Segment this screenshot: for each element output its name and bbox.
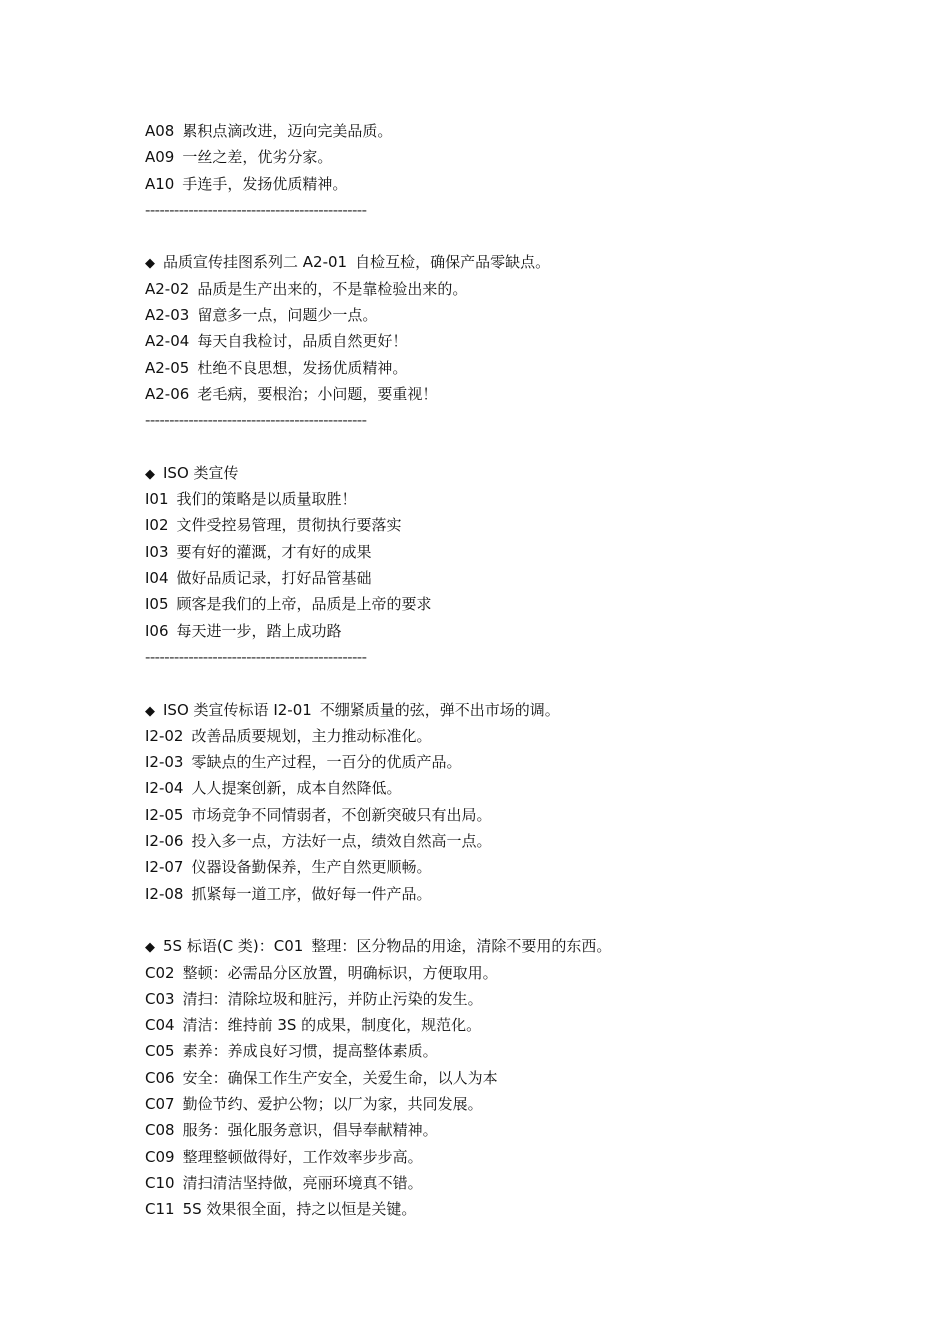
list-item bbox=[145, 144, 865, 170]
item-text: 人人提案创新，成本自然降低。 bbox=[191, 779, 402, 798]
item-code: A10 bbox=[145, 174, 175, 193]
list-item bbox=[145, 828, 865, 854]
diamond-bullet-icon: ◆ bbox=[145, 256, 155, 272]
list-item bbox=[145, 1117, 865, 1143]
spacer bbox=[145, 670, 865, 696]
spacer bbox=[145, 223, 865, 249]
item-text: 每天自我检讨，品质自然更好！ bbox=[197, 332, 408, 351]
item-code: I2-06 bbox=[145, 832, 184, 851]
diamond-bullet-icon: ◆ bbox=[145, 703, 155, 719]
item-code: A08 bbox=[145, 122, 175, 140]
list-item bbox=[145, 854, 865, 880]
item-code: I2-03 bbox=[145, 753, 184, 772]
list-item bbox=[145, 512, 865, 538]
item-code: I2-05 bbox=[145, 805, 184, 824]
item-code: C08 bbox=[145, 1121, 175, 1140]
list-item bbox=[145, 486, 865, 512]
item-text: 累积点滴改进，迈向完美品质。 bbox=[182, 122, 393, 140]
item-code: C05 bbox=[145, 1042, 175, 1061]
list-item bbox=[145, 565, 865, 591]
section-heading: ISO 类宣传 bbox=[163, 463, 239, 482]
item-text: 改善品质要规划，主力推动标准化。 bbox=[191, 726, 432, 745]
item-text: 顾客是我们的上帝，品质是上帝的要求 bbox=[176, 595, 432, 614]
list-item bbox=[145, 775, 865, 801]
list-item bbox=[145, 1144, 865, 1170]
list-item bbox=[145, 1091, 865, 1117]
list-item bbox=[145, 302, 865, 328]
item-text: 清洁：维持前 3S 的成果，制度化，规范化。 bbox=[182, 1016, 482, 1035]
item-code: C11 bbox=[145, 1200, 175, 1219]
list-item bbox=[145, 723, 865, 749]
spacer bbox=[145, 907, 865, 933]
section-heading-line bbox=[145, 933, 865, 959]
item-text: 文件受控易管理，贯彻执行要落实 bbox=[176, 516, 402, 535]
item-code: C03 bbox=[145, 989, 175, 1008]
item-code: A2-04 bbox=[145, 332, 190, 351]
item-code: I2-08 bbox=[145, 884, 184, 903]
item-text: 安全：确保工作生产安全，关爱生命，以人为本 bbox=[182, 1068, 498, 1087]
list-item bbox=[145, 118, 865, 144]
diamond-bullet-icon: ◆ bbox=[145, 940, 155, 956]
item-text: 不绷紧质量的弦，弹不出市场的调。 bbox=[319, 700, 560, 719]
item-text: 杜绝不良思想，发扬优质精神。 bbox=[197, 358, 408, 377]
list-item bbox=[145, 802, 865, 828]
item-code: C02 bbox=[145, 963, 175, 982]
item-code: I2-07 bbox=[145, 858, 184, 877]
item-text: 素养：养成良好习惯，提高整体素质。 bbox=[182, 1042, 438, 1061]
item-code: I01 bbox=[145, 490, 169, 509]
item-text: 整理：区分物品的用途，清除不要用的东西。 bbox=[311, 937, 612, 956]
list-item bbox=[145, 881, 865, 907]
item-text: 老毛病，要根治；小问题，要重视！ bbox=[197, 384, 438, 403]
list-item bbox=[145, 276, 865, 302]
item-code: I04 bbox=[145, 569, 169, 588]
item-code: C07 bbox=[145, 1094, 175, 1113]
item-code: I2-04 bbox=[145, 779, 184, 798]
item-text: 零缺点的生产过程，一百分的优质产品。 bbox=[191, 753, 462, 772]
item-code: C06 bbox=[145, 1068, 175, 1087]
item-text: 手连手，发扬优质精神。 bbox=[182, 174, 348, 193]
item-text: 一丝之差，优劣分家。 bbox=[182, 148, 333, 167]
section-heading-line bbox=[145, 697, 865, 723]
section-heading: ISO 类宣传标语 bbox=[163, 700, 269, 719]
list-item bbox=[145, 1012, 865, 1038]
section-heading-line bbox=[145, 460, 865, 486]
item-code: A2-05 bbox=[145, 358, 190, 377]
list-item bbox=[145, 986, 865, 1012]
section-heading: 5S 标语(C 类)： bbox=[163, 937, 274, 956]
item-text: 市场竞争不同情弱者，不创新突破只有出局。 bbox=[191, 805, 492, 824]
list-item bbox=[145, 1065, 865, 1091]
section-separator: ---------------------------------------------- bbox=[145, 411, 367, 430]
list-item bbox=[145, 1170, 865, 1196]
item-text: 留意多一点，问题少一点。 bbox=[197, 306, 378, 325]
item-code: A2-02 bbox=[145, 279, 190, 298]
list-item bbox=[145, 1038, 865, 1064]
item-text: 清扫：清除垃圾和脏污，并防止污染的发生。 bbox=[182, 989, 483, 1008]
section-separator: ---------------------------------------------- bbox=[145, 200, 367, 219]
diamond-bullet-icon: ◆ bbox=[145, 466, 155, 482]
item-code: C04 bbox=[145, 1016, 175, 1035]
item-code: I2-02 bbox=[145, 726, 184, 745]
item-code: I2-01 bbox=[273, 700, 312, 719]
item-text: 服务：强化服务意识，倡导奉献精神。 bbox=[182, 1121, 438, 1140]
section-heading-line bbox=[145, 249, 865, 275]
list-item bbox=[145, 591, 865, 617]
item-code: C01 bbox=[273, 937, 304, 956]
item-text: 整理整顿做得好，工作效率步步高。 bbox=[182, 1147, 423, 1166]
item-text: 仪器设备勤保养，生产自然更顺畅。 bbox=[191, 858, 432, 877]
item-code: C10 bbox=[145, 1173, 175, 1192]
item-code: A2-03 bbox=[145, 306, 190, 325]
list-item bbox=[145, 171, 865, 197]
item-code: A2-01 bbox=[302, 253, 348, 272]
item-text: 做好品质记录，打好品管基础 bbox=[176, 569, 372, 588]
list-item bbox=[145, 539, 865, 565]
item-code: I03 bbox=[145, 542, 169, 561]
item-code: A09 bbox=[145, 148, 175, 167]
list-item bbox=[145, 381, 865, 407]
item-text: 我们的策略是以质量取胜！ bbox=[176, 490, 357, 509]
list-item bbox=[145, 960, 865, 986]
item-text: 清扫清洁坚持做，亮丽环境真不错。 bbox=[182, 1173, 423, 1192]
item-text: 品质是生产出来的，不是靠检验出来的。 bbox=[197, 279, 468, 298]
item-text: 抓紧每一道工序，做好每一件产品。 bbox=[191, 884, 432, 903]
item-text: 勤俭节约、爱护公物；以厂为家，共同发展。 bbox=[182, 1094, 483, 1113]
item-code: C09 bbox=[145, 1147, 175, 1166]
item-text: 投入多一点，方法好一点，绩效自然高一点。 bbox=[191, 832, 492, 851]
list-item bbox=[145, 749, 865, 775]
list-item bbox=[145, 1196, 865, 1222]
item-code: I05 bbox=[145, 595, 169, 614]
list-item bbox=[145, 355, 865, 381]
item-code: I06 bbox=[145, 621, 169, 640]
item-text: 5S 效果很全面，持之以恒是关键。 bbox=[182, 1200, 417, 1219]
item-text: 整顿：必需品分区放置，明确标识，方便取用。 bbox=[182, 963, 498, 982]
item-text: 每天进一步，踏上成功路 bbox=[176, 621, 342, 640]
list-item bbox=[145, 328, 865, 354]
item-text: 要有好的灌溉，才有好的成果 bbox=[176, 542, 372, 561]
spacer bbox=[145, 434, 865, 460]
section-separator: ---------------------------------------------- bbox=[145, 647, 367, 666]
section-heading: 品质宣传挂图系列二 bbox=[163, 253, 299, 272]
item-code: A2-06 bbox=[145, 384, 190, 403]
list-item bbox=[145, 618, 865, 644]
item-code: I02 bbox=[145, 516, 169, 535]
item-text: 自检互检，确保产品零缺点。 bbox=[355, 253, 551, 272]
document-page bbox=[145, 118, 865, 1222]
